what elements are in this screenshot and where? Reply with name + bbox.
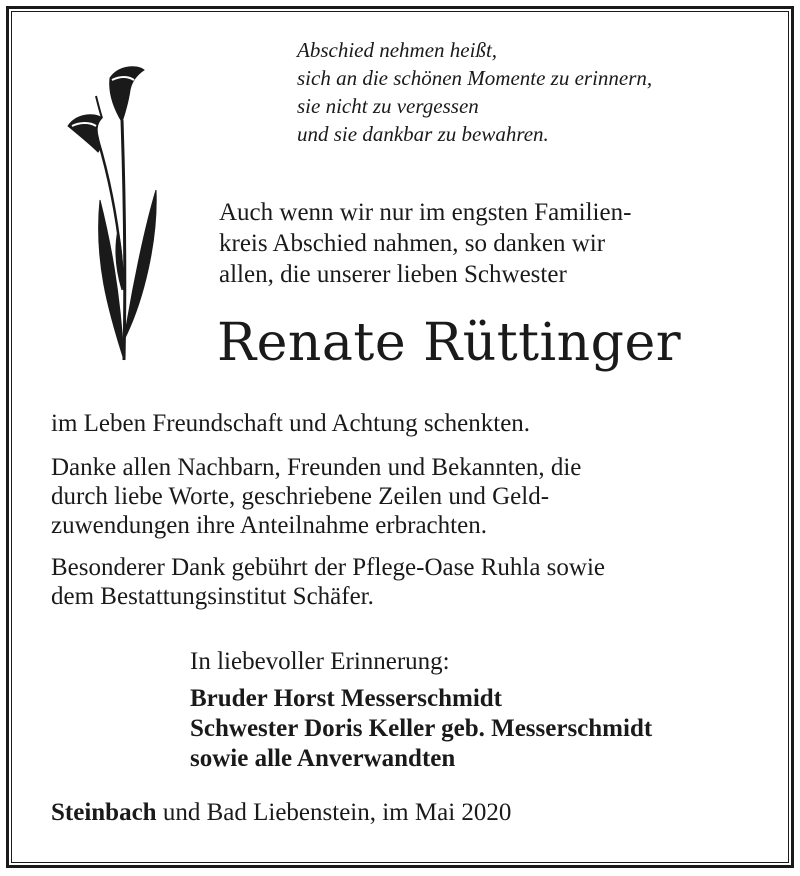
intro-line: allen, die unserer lieben Schwester bbox=[219, 261, 567, 288]
gratitude-paragraph-1 bbox=[51, 409, 751, 438]
intro-line: Auch wenn wir nur im engsten Familien- bbox=[219, 199, 632, 226]
poem-line: sich an die schönen Momente zu erinnern, bbox=[297, 66, 653, 90]
poem-line: Abschied nehmen heißt, bbox=[297, 38, 498, 62]
intro-text bbox=[219, 197, 739, 290]
paragraph-line: im Leben Freundschaft und Achtung schenkten. bbox=[51, 410, 531, 437]
paragraph-line: Danke allen Nachbarn, Freunden und Bekannten, die bbox=[51, 454, 582, 481]
mourners-list bbox=[190, 684, 770, 774]
poem bbox=[297, 36, 757, 148]
place-town: Steinbach bbox=[51, 799, 157, 826]
gratitude-paragraph-3 bbox=[51, 553, 751, 611]
paragraph-line: durch liebe Worte, geschriebene Zeilen und Geld- bbox=[51, 483, 550, 510]
poem-line: sie nicht zu vergessen bbox=[297, 94, 479, 118]
paragraph-line: Besonderer Dank gebührt der Pflege-Oase Ruhla sowie bbox=[51, 554, 605, 581]
mourner-name: Schwester Doris Keller geb. Messerschmidt bbox=[190, 715, 653, 742]
deceased-name: Renate Rüttinger bbox=[217, 313, 682, 373]
calla-lily-icon bbox=[58, 60, 168, 370]
mourner-name: Bruder Horst Messerschmidt bbox=[190, 685, 502, 712]
paragraph-line: dem Bestattungsinstitut Schäfer. bbox=[51, 583, 374, 610]
memory-label: In liebevoller Erinnerung: bbox=[190, 648, 450, 675]
place-rest: und Bad Liebenstein, im Mai 2020 bbox=[156, 799, 512, 826]
paragraph-line: zuwendungen ihre Anteilnahme erbrachten. bbox=[51, 512, 487, 539]
poem-line: und sie dankbar zu bewahren. bbox=[297, 122, 549, 146]
place-date-line bbox=[51, 798, 511, 828]
gratitude-paragraph-2 bbox=[51, 453, 751, 540]
mourner-name: sowie alle Anverwandten bbox=[190, 745, 456, 772]
intro-line: kreis Abschied nahmen, so danken wir bbox=[219, 230, 606, 257]
